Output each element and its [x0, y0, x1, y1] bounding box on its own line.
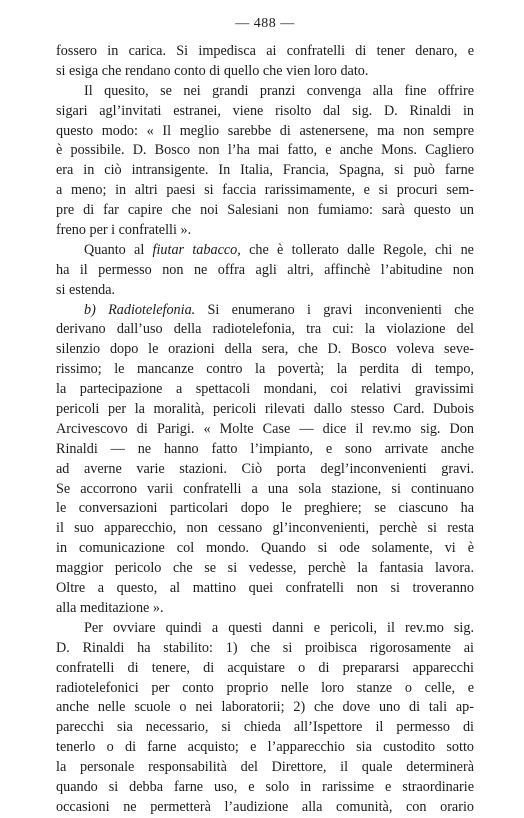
text-line: anche nelle scuole o nei laboratorii; 2) che dove uno di tali ap- [56, 699, 474, 716]
text-line: Rinaldi — ne hanno fatto l’impianto, e sono arrivate anche [56, 440, 474, 457]
text-line: Quanto al fiutar tabacco, che è tollerato dalle Regole, chi ne [84, 241, 474, 258]
text-line: occasioni ne permetterà l’audizione alla comunità, con orario [56, 798, 474, 815]
text-line: pre di far capire che noi Salesiani non fumiamo: sarà questo un [56, 202, 474, 219]
paragraph-4 [56, 301, 474, 619]
text-line: pericoli per la moralità, pericoli rilevati dallo stesso Card. Dubois [56, 401, 474, 418]
paragraph-5 [56, 619, 474, 818]
text-line: si esiga che rendano conto di quello che vien loro dato. [56, 62, 369, 79]
text-line: ha il permesso non ne offra agli altri, affinchè l’abitudine non [56, 261, 474, 278]
text-line: freno per i confratelli ». [56, 222, 192, 239]
text-line: quando si debba farne uso, e solo in rarissime e straordinarie [56, 778, 474, 795]
text-line: derivano dall’uso della radiotelefonia, tra cui: la violazione del [56, 321, 474, 338]
text-line: ad averne varie stazioni. Ciò porta degl’inconvenienti gravi. [56, 460, 474, 477]
text-line: a meno; in altri paesi si faccia rarissimamente, e si procuri sem- [56, 182, 474, 199]
paragraph-3 [56, 241, 474, 301]
paragraph-1 [56, 42, 474, 82]
text-line: Oltre a questo, al mattino quei confratelli non si troveranno [56, 580, 474, 597]
text-line: tenerlo o di farne acquisto; e l’apparecchio sia custodito sotto [56, 739, 474, 756]
paragraph-2 [56, 82, 474, 241]
text-line: maggior pericolo che se si vedesse, perchè la fantasia lavora. [56, 560, 474, 577]
text-line: b) Radiotelefonia. Si enumerano i gravi inconvenienti che [84, 301, 474, 318]
text-line: questo modo: « Il meglio sarebbe di astenersene, ma non sempre [56, 122, 474, 139]
text-line: si estenda. [56, 281, 116, 298]
text-line: è possibile. D. Bosco non l’ha mai fatto, e anche Mons. Cagliero [56, 142, 474, 159]
text-line: parecchi sia necessario, si chieda all’Ispettore il permesso di [56, 719, 474, 736]
text-line: confratelli di tenere, di acquistare o di prepararsi apparecchi [56, 659, 474, 676]
text-line: Se accorrono varii confratelli a una sola stazione, si continuano [56, 480, 474, 497]
text-line: le conversazioni particolari dopo le preghiere; se ciascuno ha [56, 500, 474, 517]
text-line: silenzio dopo le orazioni della sera, che D. Bosco voleva seve- [56, 341, 474, 358]
italic-phrase: fiutar tabacco [152, 241, 238, 258]
text-line: la partecipazione a spettacoli mondani, coi relativi gravissimi [56, 381, 474, 398]
page-number: — 488 — [235, 16, 295, 31]
text-line: sigari agl’invitati estranei, viene risolto dal sig. D. Rinaldi in [56, 102, 474, 119]
text-line: era in ciò intransigente. In Italia, Francia, Spagna, si può farne [56, 162, 474, 179]
document-page [56, 14, 474, 818]
text-line: in comunicazione col mondo. Quando si ode solamente, vi è [56, 540, 474, 557]
text-line: rissimo; le mancanze contro la povertà; la perdita di tempo, [56, 361, 474, 378]
text-line: fossero in carica. Si impedisca ai confratelli di tener denaro, e [56, 43, 474, 59]
italic-phrase: b) Radiotelefonia. [84, 301, 196, 318]
text-line: Il quesito, se nei grandi pranzi convenga alla fine offrire [84, 82, 474, 99]
text-line: il suo apparecchio, non cessano gl’inconvenienti, perchè si resta [56, 520, 474, 537]
text-line: radiotelefonici per conto proprio nelle loro stanze o celle, e [56, 679, 474, 696]
text-line: la personale responsabilità del Direttore, il quale determinerà [56, 759, 474, 776]
text-line: D. Rinaldi ha stabilito: 1) che si proibisca rigorosamente ai [56, 639, 474, 656]
text-line: Arcivescovo di Parigi. « Molte Case — dice il rev.mo sig. Don [56, 420, 474, 437]
text-line: Per ovviare quindi a questi danni e pericoli, il rev.mo sig. [84, 619, 474, 636]
text-line: alla meditazione ». [56, 599, 164, 616]
